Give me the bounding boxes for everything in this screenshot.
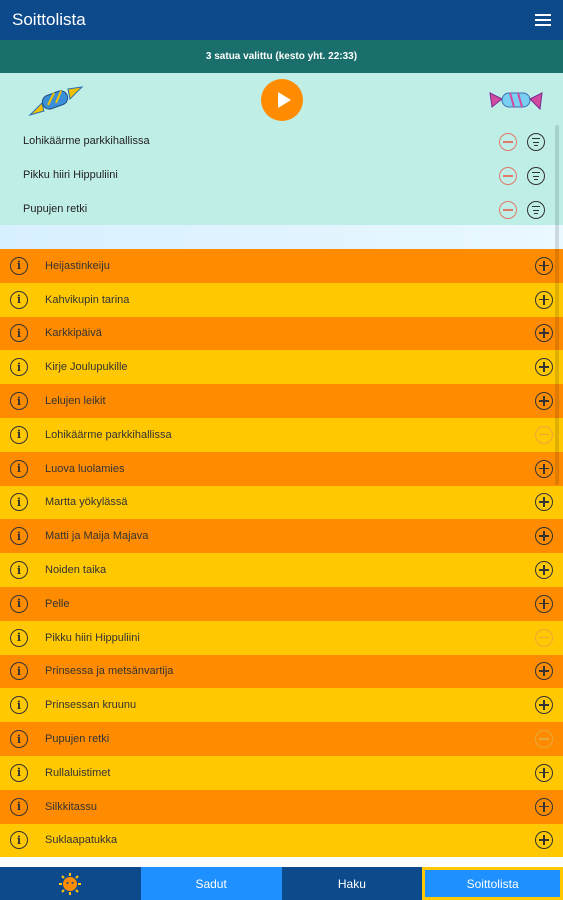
story-row[interactable] [0, 249, 563, 283]
info-icon[interactable]: i [10, 696, 28, 714]
info-icon[interactable]: i [10, 662, 28, 680]
info-icon[interactable]: i [10, 291, 28, 309]
add-icon[interactable] [535, 662, 553, 680]
page-title: Soittolista [12, 10, 86, 29]
story-label: Lohikäärme parkkihallissa [45, 428, 172, 441]
add-icon[interactable] [535, 257, 553, 275]
story-label: Silkkitassu [45, 800, 97, 813]
story-label: Martta yökylässä [45, 496, 128, 509]
add-icon[interactable] [535, 392, 553, 410]
info-icon[interactable]: i [10, 764, 28, 782]
sun-icon [55, 872, 85, 896]
remove-icon[interactable] [535, 730, 553, 748]
story-row[interactable] [0, 756, 563, 790]
add-icon[interactable] [535, 561, 553, 579]
add-icon[interactable] [535, 493, 553, 511]
add-icon[interactable] [535, 696, 553, 714]
remove-icon[interactable] [535, 629, 553, 647]
tab-sadut[interactable]: Sadut [141, 867, 282, 900]
story-label: Lelujen leikit [45, 395, 106, 408]
nav-home-button[interactable] [0, 867, 141, 900]
story-label: Karkkipäivä [45, 327, 102, 340]
remove-icon[interactable] [499, 201, 517, 219]
story-row[interactable] [0, 350, 563, 384]
info-icon[interactable]: i [10, 730, 28, 748]
info-icon[interactable]: i [10, 629, 28, 647]
story-row[interactable] [0, 790, 563, 824]
story-row[interactable] [0, 824, 563, 858]
story-label: Prinsessa ja metsänvartija [45, 665, 174, 678]
info-icon[interactable]: i [10, 426, 28, 444]
add-icon[interactable] [535, 460, 553, 478]
tab-soittolista[interactable]: Soittolista [422, 867, 563, 900]
playlist-item [0, 193, 563, 227]
story-label: Suklaapatukka [45, 834, 118, 847]
remove-icon[interactable] [499, 167, 517, 185]
add-icon[interactable] [535, 358, 553, 376]
info-icon[interactable]: i [10, 358, 28, 376]
add-icon[interactable] [535, 291, 553, 309]
menu-icon[interactable] [535, 14, 551, 26]
reorder-icon[interactable] [527, 133, 545, 151]
candy-icon [28, 85, 84, 117]
story-label: Prinsessan kruunu [45, 699, 137, 712]
info-icon[interactable]: i [10, 460, 28, 478]
info-icon[interactable]: i [10, 831, 28, 849]
story-label: Kirje Joulupukille [45, 361, 128, 374]
story-row[interactable] [0, 384, 563, 418]
story-row[interactable] [0, 317, 563, 351]
story-label: Pikku hiiri Hippuliini [45, 631, 140, 644]
add-icon[interactable] [535, 831, 553, 849]
play-button[interactable] [261, 79, 303, 121]
story-row[interactable] [0, 722, 563, 756]
candy-icon [488, 85, 544, 117]
info-icon[interactable]: i [10, 257, 28, 275]
playlist-panel [0, 73, 563, 249]
playlist-item-label: Pikku hiiri Hippuliini [23, 169, 118, 181]
scrollbar[interactable] [555, 125, 559, 485]
playlist-item [0, 125, 563, 159]
story-label: Kahvikupin tarina [45, 293, 130, 306]
reorder-icon[interactable] [527, 167, 545, 185]
story-label: Matti ja Maija Majava [45, 530, 149, 543]
story-label: Pelle [45, 597, 70, 610]
story-label: Luova luolamies [45, 462, 125, 475]
add-icon[interactable] [535, 527, 553, 545]
story-row[interactable] [0, 587, 563, 621]
app-bar [0, 0, 563, 40]
add-icon[interactable] [535, 324, 553, 342]
play-icon [278, 92, 291, 108]
info-icon[interactable]: i [10, 561, 28, 579]
playlist-item [0, 159, 563, 193]
bottom-nav [0, 867, 563, 900]
info-icon[interactable]: i [10, 324, 28, 342]
info-icon[interactable]: i [10, 527, 28, 545]
reorder-icon[interactable] [527, 201, 545, 219]
info-icon[interactable]: i [10, 493, 28, 511]
story-label: Noiden taika [45, 564, 107, 577]
add-icon[interactable] [535, 764, 553, 782]
playlist-item-label: Pupujen retki [23, 203, 88, 215]
story-label: Rullaluistimet [45, 766, 111, 779]
story-row[interactable] [0, 486, 563, 520]
story-label: Heijastinkeiju [45, 259, 110, 272]
story-label: Pupujen retki [45, 733, 110, 746]
story-row[interactable] [0, 519, 563, 553]
info-icon[interactable]: i [10, 595, 28, 613]
story-row[interactable] [0, 688, 563, 722]
story-row[interactable] [0, 553, 563, 587]
info-icon[interactable]: i [10, 798, 28, 816]
info-icon[interactable]: i [10, 392, 28, 410]
story-row[interactable] [0, 452, 563, 486]
story-row[interactable] [0, 418, 563, 452]
playlist-item-label: Lohikäärme parkkihallissa [23, 135, 150, 147]
story-row[interactable] [0, 655, 563, 689]
divider [0, 225, 563, 249]
add-icon[interactable] [535, 595, 553, 613]
story-row[interactable] [0, 283, 563, 317]
add-icon[interactable] [535, 798, 553, 816]
story-list[interactable] [0, 249, 563, 867]
selection-summary: 3 satua valittu (kesto yht. 22:33) [0, 40, 563, 73]
tab-haku[interactable]: Haku [282, 867, 423, 900]
remove-icon[interactable] [535, 426, 553, 444]
story-row[interactable] [0, 621, 563, 655]
remove-icon[interactable] [499, 133, 517, 151]
